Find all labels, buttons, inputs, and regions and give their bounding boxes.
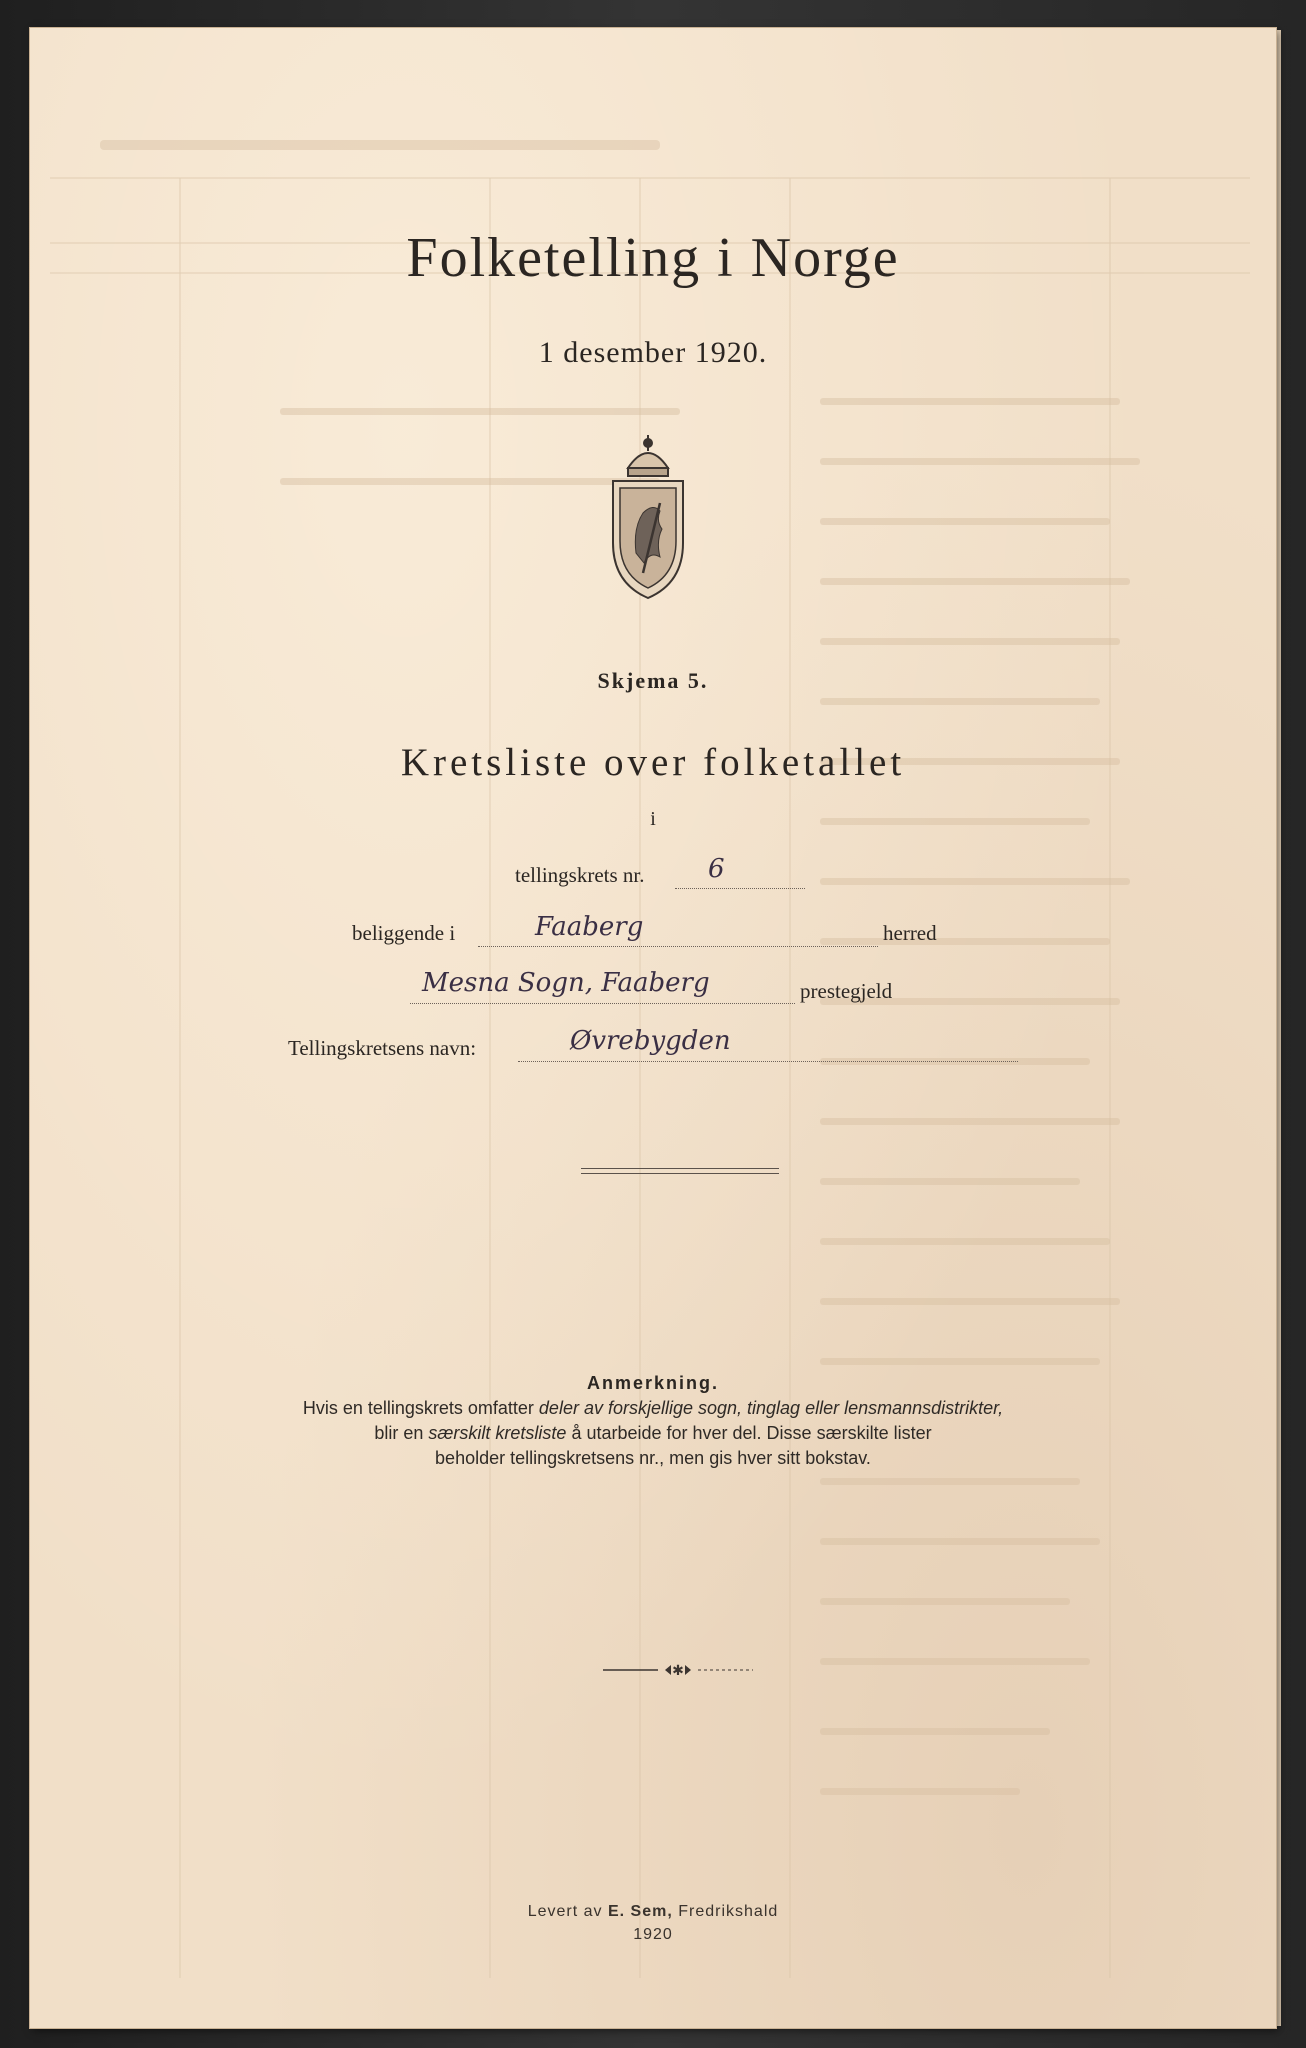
norwegian-coat-of-arms-icon (598, 433, 698, 603)
note-line-2-text-a: blir en (374, 1423, 429, 1443)
prestegjeld-line (410, 1003, 795, 1004)
tellingskrets-line (675, 888, 805, 889)
kretsnavn-line (518, 1061, 1018, 1062)
herred-label: herred (883, 921, 937, 945)
note-line-1-italic: deler av forskjellige sogn, tinglag eller lensmannsdistrikter, (538, 1398, 1004, 1418)
note-line-2-italic: særskilt kretsliste (428, 1423, 567, 1443)
tellingskrets-label: tellingskrets nr. (515, 863, 645, 887)
page-title: Folketelling i Norge (406, 227, 900, 289)
note-line-1 (30, 1398, 1276, 1419)
census-form-page (30, 28, 1276, 2028)
svg-text:✱: ✱ (672, 1663, 684, 1678)
prestegjeld-label: prestegjeld (800, 979, 893, 1003)
note-line-3: beholder tellingskretsens nr., men gis hver sitt bokstav. (435, 1448, 871, 1468)
census-date: 1 desember 1920. (538, 336, 768, 369)
beliggende-label: beliggende i (352, 921, 456, 945)
kretsnavn-value: Øvrebygden (570, 1026, 731, 1056)
connector-word: i (650, 808, 656, 830)
printer-prefix: Levert av (527, 1903, 608, 1920)
schema-label: Skjema 5. (597, 668, 709, 693)
print-year: 1920 (633, 1926, 673, 1943)
beliggende-value: Faaberg (535, 912, 644, 942)
form-subtitle: Kretsliste over folketallet (400, 741, 906, 784)
prestegjeld-value: Mesna Sogn, Faaberg (422, 968, 710, 998)
note-line-1-text: Hvis en tellingskrets omfatter (302, 1398, 539, 1418)
section-divider (581, 1168, 779, 1174)
tellingskrets-value: 6 (708, 854, 725, 884)
printer-credit (30, 1903, 1276, 1921)
note-heading: Anmerkning. (586, 1373, 719, 1393)
printer-place: Fredrikshald (672, 1903, 779, 1920)
beliggende-line (478, 946, 878, 947)
note-line-2 (30, 1423, 1276, 1444)
kretsnavn-label: Tellingskretsens navn: (288, 1036, 477, 1060)
note-line-2-text-c: å utarbeide for hver del. Disse særskilte lister (566, 1423, 932, 1443)
ornament-icon (603, 1662, 753, 1678)
printer-name: E. Sem, (607, 1903, 673, 1920)
